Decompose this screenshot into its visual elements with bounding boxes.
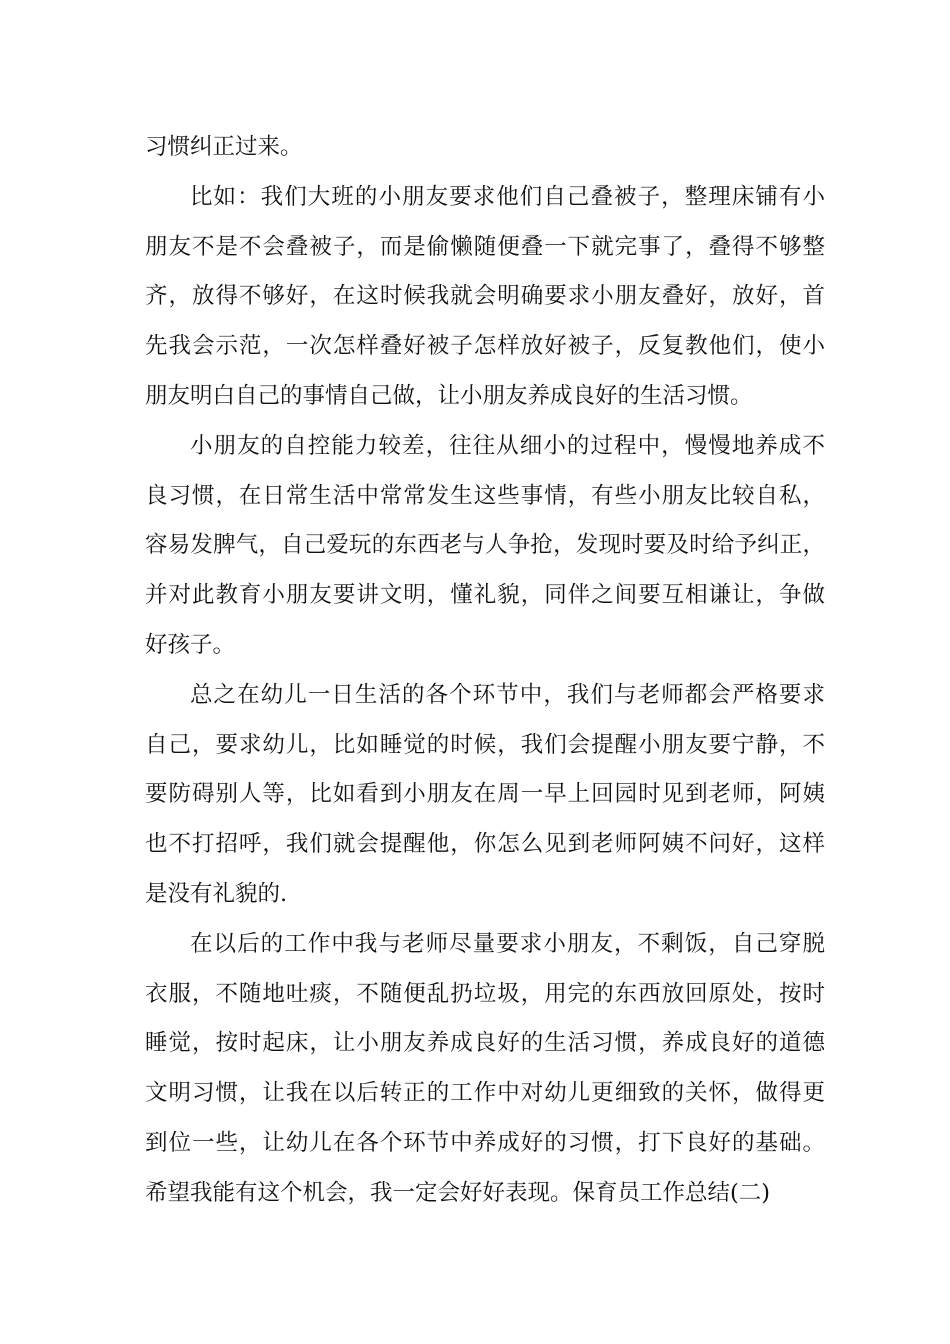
text-line: 睡觉，按时起床，让小朋友养成良好的生活习惯，养成良好的道德: [145, 1030, 825, 1057]
text-line: 先我会示范，一次怎样叠好被子怎样放好被子，反复教他们，使小: [145, 333, 825, 360]
text-line: 希望我能有这个机会，我一定会好好表现。保育员工作总结(二): [145, 1179, 771, 1206]
text-line: 自己，要求幼儿，比如睡觉的时候，我们会提醒小朋友要宁静，不: [145, 731, 825, 758]
text-line: 容易发脾气，自己爱玩的东西老与人争抢，发现时要及时给予纠正，: [145, 532, 825, 559]
text-line: 并对此教育小朋友要讲文明，懂礼貌，同伴之间要互相谦让，争做: [145, 582, 825, 609]
text-line: 朋友明白自己的事情自己做，让小朋友养成良好的生活习惯。: [145, 382, 753, 409]
text-line: 朋友不是不会叠被子，而是偷懒随便叠一下就完事了，叠得不够整: [145, 233, 825, 260]
text-line: 衣服，不随地吐痰，不随便乱扔垃圾，用完的东西放回原处，按时: [145, 980, 825, 1007]
text-line: 总之在幼儿一日生活的各个环节中，我们与老师都会严格要求: [190, 681, 825, 708]
text-line: 良习惯，在日常生活中常常发生这些事情，有些小朋友比较自私，: [145, 482, 825, 509]
text-line: 比如：我们大班的小朋友要求他们自己叠被子，整理床铺有小: [190, 183, 825, 210]
text-line: 要防碍别人等，比如看到小朋友在周一早上回园时见到老师，阿姨: [145, 781, 825, 808]
text-line: 也不打招呼，我们就会提醒他，你怎么见到老师阿姨不问好，这样: [145, 831, 825, 858]
text-line: 在以后的工作中我与老师尽量要求小朋友，不剩饭，自己穿脱: [190, 930, 825, 957]
text-line: 文明习惯，让我在以后转正的工作中对幼儿更细致的关怀，做得更: [145, 1080, 825, 1107]
text-line: 到位一些，让幼儿在各个环节中养成好的习惯，打下良好的基础。: [145, 1129, 825, 1156]
text-line: 小朋友的自控能力较差，往往从细小的过程中，慢慢地养成不: [190, 432, 825, 459]
document-body: [145, 123, 825, 1219]
text-line: 好孩子。: [145, 631, 236, 658]
text-line: 习惯纠正过来。: [145, 134, 303, 160]
text-line: 是没有礼貌的.: [145, 880, 288, 907]
text-line: 齐，放得不够好，在这时候我就会明确要求小朋友叠好，放好，首: [145, 283, 825, 310]
